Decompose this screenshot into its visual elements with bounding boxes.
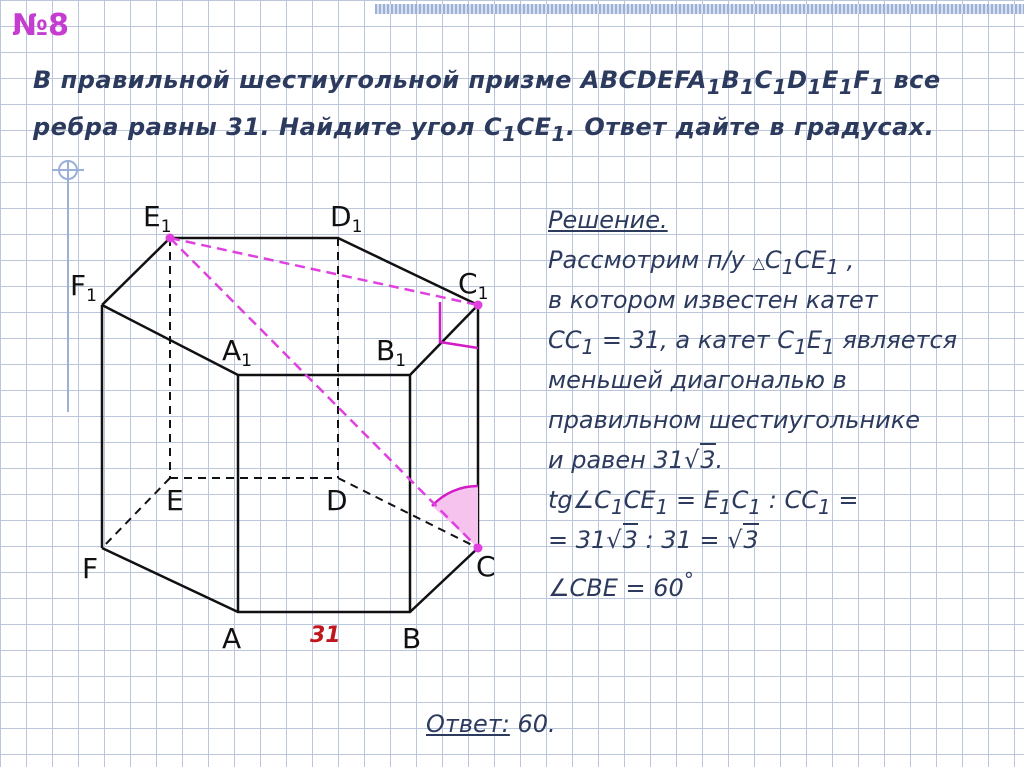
label-e1: $E_1$ [143,200,172,237]
label-b: B [402,622,422,655]
label-a: A [222,622,242,655]
edge-length-label: 31 [310,623,341,648]
problem-number: №8 [12,8,69,43]
label-b1: $B_1$ [376,334,407,371]
problem-line-2: ребра равны 31. Найдите угол $C_1CE_1$. Ответ дайте в градусах. [33,112,935,146]
problem-line-1: В правильной шестиугольной призме $ABCDEFA_1B_1C_1D_1E_1F_1$ все [33,66,941,99]
solution-line-6: и равен 31√3. [548,440,1018,480]
solution-line-4: меньшей диагональю в [548,366,847,394]
answer-value: 60. [509,710,556,738]
angle-symbol: ∠ [572,486,595,514]
label-c1: $C_1$ [458,267,489,304]
label-e: E [166,484,184,517]
answer-label: Ответ: [426,710,510,738]
sqrt-symbol: √ [727,526,743,554]
triangle-symbol: △ [752,253,765,272]
label-c: C [476,550,496,583]
solution-line-1: Рассмотрим п/у $\triangle C_1CE_1$ , [548,246,855,279]
solution-line-2: в котором известен катет [548,286,878,314]
hidden-edges [102,238,478,548]
label-f1: $F_1$ [70,269,97,306]
sqrt-symbol: √ [683,446,700,474]
sqrt-symbol: √ [606,526,622,554]
solution-block [548,200,1018,600]
triangle-c1ce1 [170,238,478,548]
solution-line-8: = 31√3 : 31 = √3 [548,520,1018,560]
visible-edges [102,238,478,612]
solution-heading: Решение. [548,206,668,234]
label-f: F [82,552,99,585]
solution-line-3: $CC_1 = 31$, а катет $C_1E_1$ является [548,326,958,359]
angle-fill [432,486,478,548]
label-d: D [326,484,348,517]
solution-line-7: $tg\angle C_1CE_1 = E_1C_1$ : $CC_1$ = [548,486,859,519]
angle-symbol: ∠ [548,574,570,602]
solution-line-9: ∠CBE = 60° [548,568,694,602]
answer [426,710,556,738]
solution-line-5: правильном шестиугольнике [548,406,920,434]
label-a1: $A_1$ [222,334,252,371]
label-d1: $D_1$ [330,200,363,237]
